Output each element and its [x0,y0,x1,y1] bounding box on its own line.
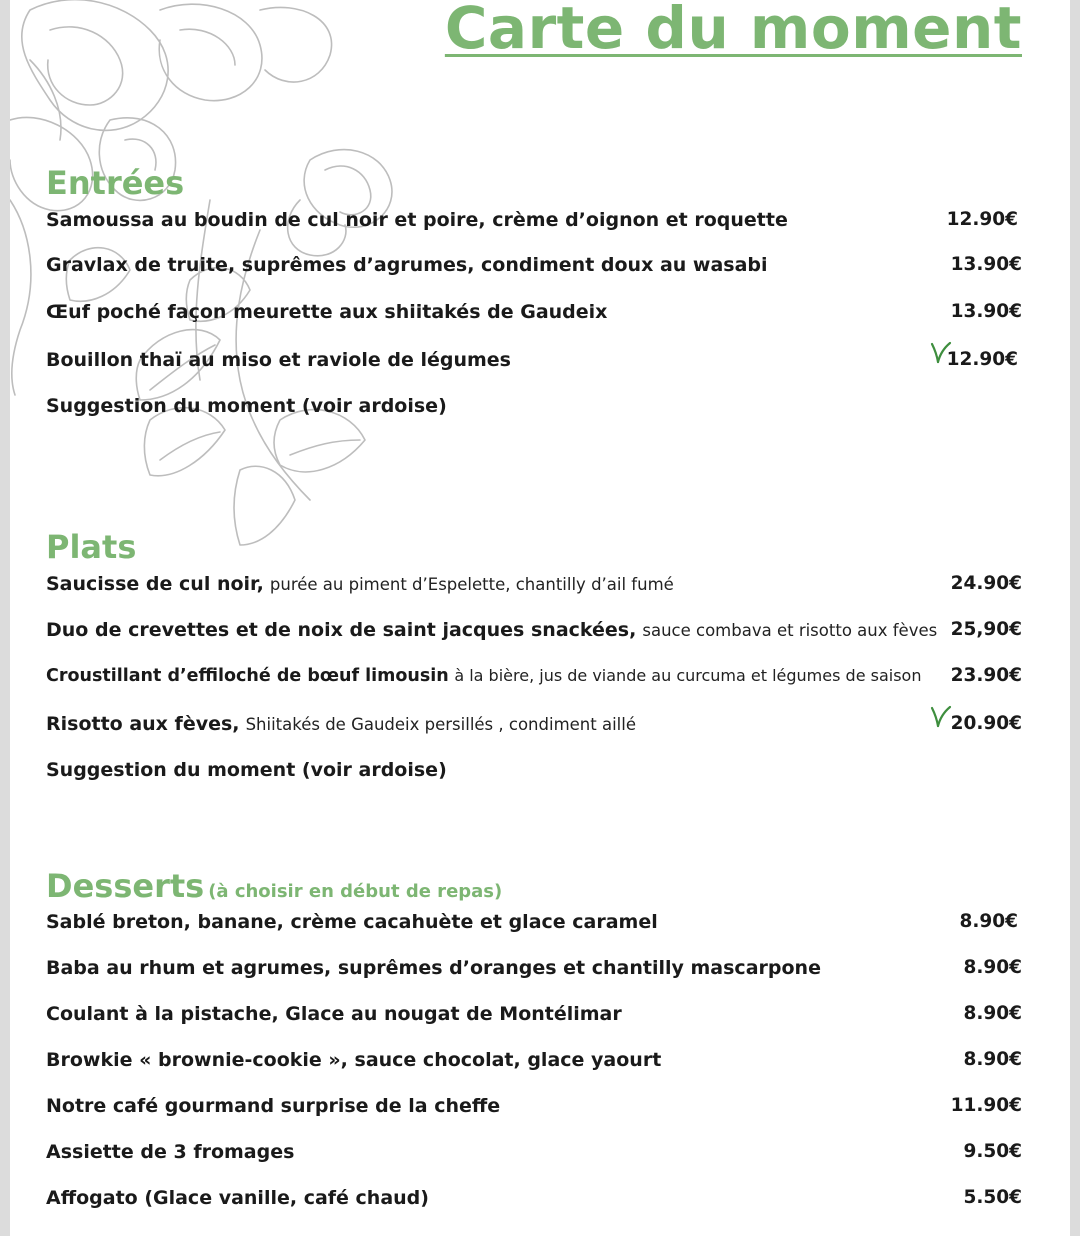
item-name: Browkie « brownie-cookie », sauce chocolat, glace yaourt [46,1049,662,1071]
menu-item [46,251,1022,279]
item-name: Coulant à la pistache, Glace au nougat de Montélimar [46,1003,622,1025]
item-name: Saucisse de cul noir, [46,573,264,595]
section-note: (à choisir en début de repas) [208,881,503,902]
item-description: sauce combava et risotto aux fèves [642,621,938,640]
menu-item [46,298,1022,326]
menu-item [46,756,1022,784]
item-price: 24.90€ [950,573,1022,594]
item-name: Œuf poché façon meurette aux shiitakés de Gaudeix [46,301,608,323]
page-edge-left [0,0,10,1236]
item-price: 8.90€ [963,1049,1022,1070]
item-price: 25,90€ [950,619,1022,640]
item-price: 13.90€ [950,254,1022,275]
item-name: Baba au rhum et agrumes, suprêmes d’oranges et chantilly mascarpone [46,957,821,979]
item-price: 12.90€ [946,209,1018,230]
menu-item [46,206,1022,234]
item-description: purée au piment d’Espelette, chantilly d’ail fumé [269,575,674,594]
item-name: Notre café gourmand surprise de la cheffe [46,1095,501,1117]
section-title-text: Desserts [46,867,205,905]
item-price: 9.50€ [963,1141,1022,1162]
menu-item [46,1046,1022,1074]
menu-item [46,908,1022,936]
item-price: 8.90€ [963,1003,1022,1024]
item-description: Shiitakés de Gaudeix persillés , condiment aillé [245,715,636,734]
menu-item [46,1138,1022,1166]
section-title-desserts [46,866,502,912]
menu-item [46,1092,1022,1120]
menu-item [46,1000,1022,1028]
menu-item [46,346,1022,374]
page-title: Carte du moment [444,0,1022,62]
item-name: Suggestion du moment (voir ardoise) [46,759,447,781]
item-price: 23.90€ [950,665,1022,686]
item-price: 20.90€ [950,713,1022,734]
item-name: Samoussa au boudin de cul noir et poire, crème d’oignon et roquette [46,209,788,231]
menu-item [46,1184,1022,1212]
menu-item [46,392,1022,420]
section-title-plats: Plats [46,528,137,566]
floral-illustration-icon [10,0,410,560]
page-edge-right [1070,0,1080,1236]
menu-item [46,570,1022,598]
section-title-entrees: Entrées [46,164,185,202]
item-name: Bouillon thaï au miso et raviole de légumes [46,349,511,371]
menu-item [46,954,1022,982]
item-price: 8.90€ [959,911,1018,932]
item-name: Suggestion du moment (voir ardoise) [46,395,447,417]
menu-item [46,662,1022,690]
item-price: 8.90€ [963,957,1022,978]
item-name: Duo de crevettes et de noix de saint jacques snackées, [46,619,637,641]
vegetarian-leaf-icon [930,704,952,730]
item-name: Gravlax de truite, suprêmes d’agrumes, condiment doux au wasabi [46,254,768,276]
item-name: Affogato (Glace vanille, café chaud) [46,1187,429,1209]
menu-item [46,710,1022,738]
item-name: Croustillant d’effiloché de bœuf limousin [46,666,449,686]
item-description: à la bière, jus de viande au curcuma et légumes de saison [454,666,922,685]
item-name: Sablé breton, banane, crème cacahuète et glace caramel [46,911,658,933]
menu-item [46,616,1022,644]
item-name: Risotto aux fèves, [46,713,240,735]
item-price: 11.90€ [950,1095,1022,1116]
item-price: 5.50€ [963,1187,1022,1208]
item-price: 13.90€ [950,301,1022,322]
item-name: Assiette de 3 fromages [46,1141,295,1163]
item-price: 12.90€ [946,349,1018,370]
